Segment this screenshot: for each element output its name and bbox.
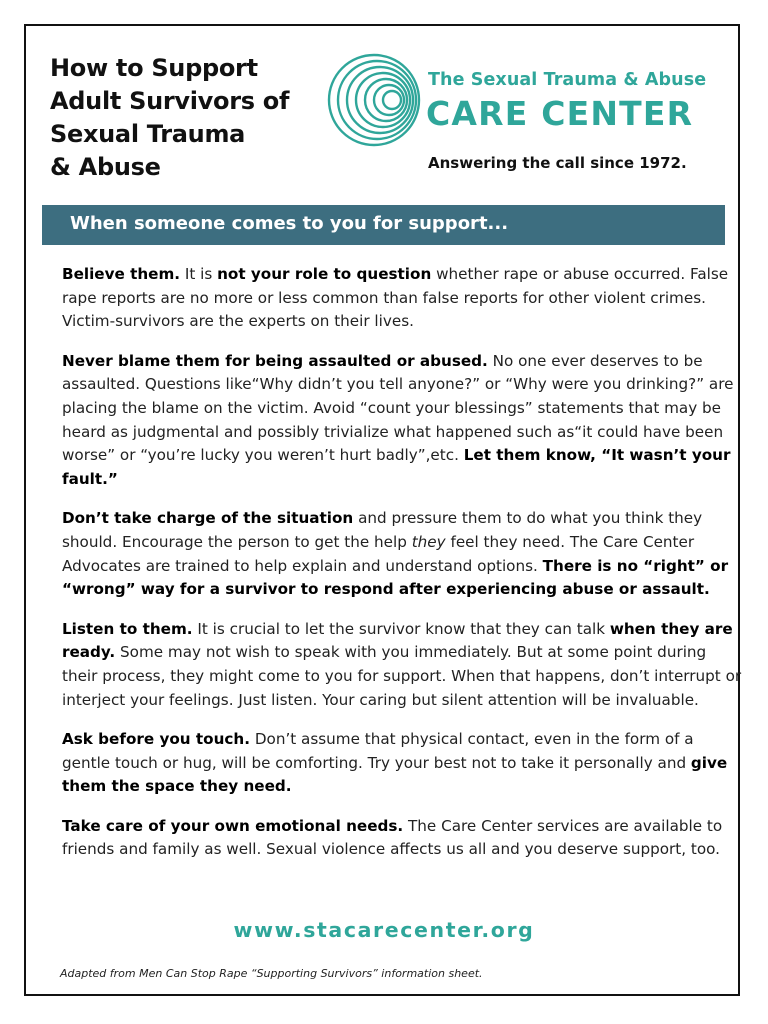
advice-emphasis: There is no “right” or “wrong” way for a survivor to respond after experiencing abuse or assault.	[62, 556, 729, 599]
org-name-line2: CARE CENTER	[426, 94, 694, 133]
advice-heading: Listen to them.	[62, 619, 193, 638]
advice-emphasis: give them the space they need.	[62, 753, 728, 796]
title-line: Sexual Trauma	[50, 120, 246, 148]
advice-text: It is crucial to let the survivor know that they can talk	[192, 619, 610, 638]
advice-emphasis: not your role to question	[217, 265, 432, 283]
concentric-circles-logo-icon	[326, 52, 422, 148]
advice-emphasis: Let them know, “It wasn’t your fault.”	[62, 446, 731, 488]
advice-text: Don’t assume that physical contact, even in the form of a gentle touch or hug, will be comforting. Try your best not to take it personally and	[62, 730, 694, 772]
advice-text: No one ever deserves to be assaulted. Questions like“Why didn’t you tell anyone?” or “Why were you drinking?” are placing the blame on the victim. Avoid “count your blessings” statements that may be heard as judgmental and possibly trivialize what happened such as“it could have been worse” or “you’re lucky you weren’t hurt badly”,etc.	[62, 351, 734, 465]
advice-text: and pressure them to do what you think they should. Encourage the person to get the help	[62, 509, 703, 551]
section-banner-text: When someone comes to you for support...	[70, 213, 509, 234]
website-link[interactable]: www.stacarecenter.org	[233, 918, 535, 942]
advice-text: Some may not wish to speak with you immediately. But at some point during their process, they might come to you for support. When that happens, don’t interrupt or interject your feelings. Just listen. Your caring but silent attention will be invaluable.	[62, 643, 742, 709]
title-line: & Abuse	[50, 153, 161, 181]
advice-italic: they	[411, 532, 446, 551]
advice-paragraph	[62, 263, 742, 334]
advice-paragraph	[62, 618, 742, 712]
advice-paragraph	[62, 815, 742, 862]
advice-heading: Believe them.	[62, 265, 181, 283]
advice-heading: Take care of your own emotional needs.	[62, 816, 404, 835]
advice-text: It is	[180, 265, 218, 283]
advice-paragraph	[62, 728, 742, 799]
advice-paragraph	[62, 507, 742, 601]
advice-heading: Don’t take charge of the situation	[62, 509, 354, 528]
org-tagline: Answering the call since 1972.	[428, 154, 687, 172]
page-title	[50, 52, 310, 184]
org-name-line1: The Sexual Trauma & Abuse	[428, 70, 707, 90]
advice-text: whether rape or abuse occurred. False rape reports are no more or less common than false reports for other violent crimes. Victim-survivors are the experts on their lives.	[62, 265, 729, 331]
advice-paragraph	[62, 350, 742, 492]
advice-text: The Care Center services are available to friends and family as well. Sexual violence affects us all and you deserve support, too.	[62, 816, 723, 859]
advice-heading: Ask before you touch.	[62, 730, 250, 749]
source-credit: Adapted from Men Can Stop Rape “Supporting Survivors” information sheet.	[60, 967, 483, 980]
advice-list	[62, 263, 742, 878]
title-line: How to Support	[50, 54, 258, 82]
advice-heading: Never blame them for being assaulted or abused.	[62, 351, 488, 370]
title-line: Adult Survivors of	[50, 87, 290, 115]
advice-text: feel they need. The Care Center Advocates are trained to help explain and understand options.	[62, 532, 695, 575]
advice-emphasis: when they are ready.	[62, 619, 733, 662]
section-banner	[42, 205, 725, 245]
